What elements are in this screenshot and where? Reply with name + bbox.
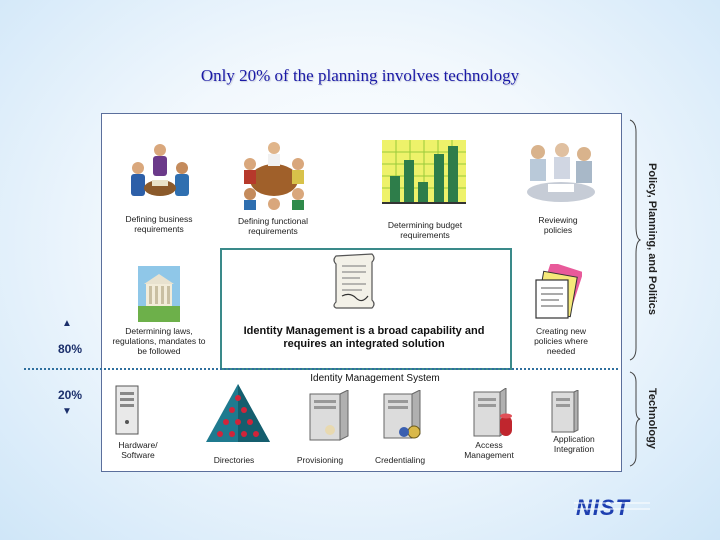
caption-directories: Directories — [213, 455, 255, 465]
side-label-technology: Technology — [646, 388, 658, 449]
directories-pyramid-icon — [204, 382, 272, 444]
policy-technology-divider — [24, 368, 618, 370]
down-arrow-icon: ▼ — [62, 406, 72, 417]
caption-hardware-software: Hardware/ Software — [118, 440, 158, 460]
caption-new-policies: Creating new policies where needed — [534, 326, 588, 356]
caption-laws-regulations: Determining laws, regulations, mandates to be followed — [112, 326, 206, 356]
provisioning-server-icon — [306, 390, 350, 444]
caption-budget-requirements: Determining budget requirements — [387, 220, 463, 240]
percent-policy: 80% — [58, 342, 83, 356]
policy-brace-icon — [628, 118, 642, 362]
credentialing-server-icon — [380, 390, 430, 444]
budget-chart-icon — [382, 140, 466, 204]
government-building-icon — [138, 266, 180, 322]
caption-functional-requirements: Defining functional requirements — [238, 216, 308, 236]
hardware-tower-icon — [112, 384, 142, 436]
reviewing-group-icon — [518, 140, 604, 208]
technology-brace-icon — [628, 370, 642, 468]
svg-text:NIST: NIST — [576, 495, 631, 519]
caption-credentialing: Credentialing — [374, 455, 426, 465]
business-meeting-icon — [126, 140, 194, 206]
application-integration-server-icon — [550, 390, 580, 436]
side-label-policy: Policy, Planning, and Politics — [646, 163, 658, 315]
caption-application-integration: Application Integration — [553, 434, 595, 454]
identity-management-system-label: Identity Management System — [310, 373, 440, 384]
access-management-server-icon — [470, 388, 516, 440]
slide-title: Only 20% of the planning involves technology — [200, 66, 520, 85]
caption-business-requirements: Defining business requirements — [125, 214, 193, 234]
team-meeting-icon — [236, 138, 312, 212]
up-arrow-icon: ▲ — [62, 318, 72, 329]
integrated-solution-text: Identity Management is a broad capability and requires an integrated solution — [243, 325, 485, 350]
nist-logo — [574, 495, 650, 519]
caption-provisioning: Provisioning — [296, 455, 344, 465]
integration-scroll-icon — [330, 252, 378, 310]
caption-access-management: Access Management — [464, 440, 514, 460]
new-policy-document-icon — [532, 264, 582, 320]
percent-technology: 20% — [58, 388, 83, 402]
caption-reviewing-policies: Reviewing policies — [538, 215, 578, 235]
